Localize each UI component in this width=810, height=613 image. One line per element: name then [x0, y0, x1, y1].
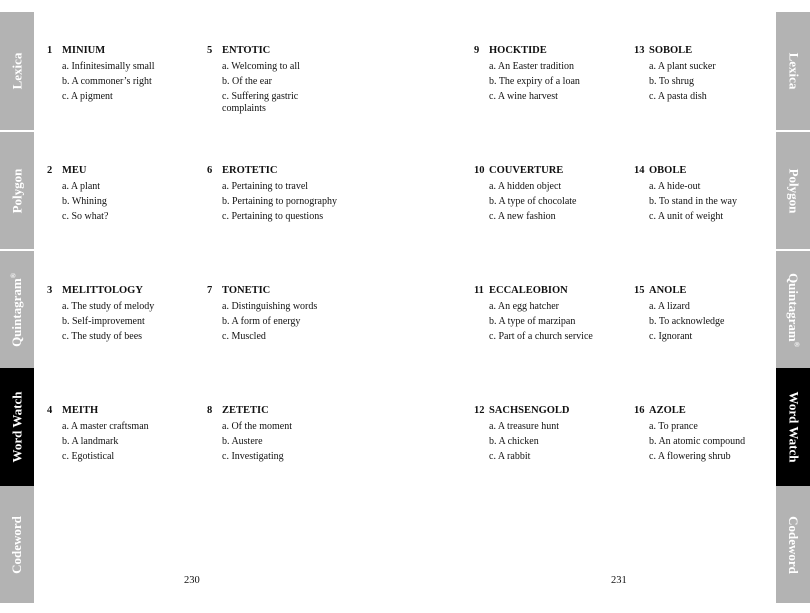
- question-word: ENTOTIC: [222, 45, 271, 56]
- question-number: 8: [207, 405, 213, 416]
- left-section-tabs: [0, 12, 34, 603]
- option-c: c. A pasta dish: [649, 91, 707, 102]
- question-number: 11: [474, 285, 484, 296]
- tab-label: Word Watch: [9, 391, 25, 463]
- tab-label: Quintagram: [9, 277, 25, 347]
- registered-mark: ®: [9, 272, 18, 278]
- option-a: a. A hide-out: [649, 181, 701, 192]
- option-b: b. Whining: [62, 196, 107, 207]
- question-heading: [634, 404, 769, 418]
- question-heading: [634, 284, 769, 298]
- tab-label: Polygon: [786, 168, 802, 213]
- question-number: 3: [47, 285, 53, 296]
- question-heading: [474, 284, 634, 298]
- option-a: a. Welcoming to all: [222, 61, 300, 72]
- option-b: b. A type of chocolate: [489, 196, 577, 207]
- option-a: a. Pertaining to travel: [222, 181, 309, 192]
- tab-label: Polygon: [9, 168, 25, 213]
- tab-label: Lexica: [9, 52, 25, 90]
- question-number: 2: [47, 165, 53, 176]
- option-a: a. The study of melody: [62, 301, 155, 312]
- option-b: b. To acknowledge: [649, 316, 725, 327]
- question-word: COUVERTURE: [489, 165, 564, 176]
- question-heading: [474, 44, 634, 58]
- option-b: b. To stand in the way: [649, 196, 737, 207]
- question-number: 4: [47, 405, 53, 416]
- question-5: [207, 44, 367, 115]
- option-b: b. The expiry of a loan: [489, 76, 580, 87]
- option-b: b. A type of marzipan: [489, 316, 576, 327]
- tab-label: Codeword: [786, 515, 801, 574]
- option-c: c. Egotistical: [62, 451, 115, 462]
- option-c: c. Ignorant: [649, 331, 693, 342]
- option-c: c. Muscled: [222, 331, 266, 342]
- question-word: SOBOLE: [649, 45, 693, 56]
- question-word: ANOLE: [649, 285, 687, 296]
- question-heading: [474, 164, 634, 178]
- right-tab-polygon: [776, 132, 810, 249]
- question-number: 15: [634, 285, 645, 296]
- option-c: c. A unit of weight: [649, 211, 724, 222]
- option-c: c. Suffering gastric complaints: [222, 91, 299, 114]
- question-7: [207, 284, 367, 343]
- option-c: c. A flowering shrub: [649, 451, 731, 462]
- question-heading: [634, 164, 769, 178]
- option-c: c. So what?: [62, 211, 109, 222]
- question-word: ZETETIC: [222, 405, 269, 416]
- question-number: 7: [207, 285, 213, 296]
- question-heading: [47, 44, 207, 58]
- page-number-left: 230: [184, 575, 200, 586]
- option-c: c. A pigment: [62, 91, 113, 102]
- option-b: b. An atomic compound: [649, 436, 746, 447]
- option-c: c. Investigating: [222, 451, 284, 462]
- question-13: [634, 44, 769, 103]
- question-heading: [634, 44, 769, 58]
- question-8: [207, 404, 367, 463]
- option-a: a. Infinitesimally small: [62, 61, 155, 72]
- question-4: [47, 404, 207, 463]
- question-word: OBOLE: [649, 165, 687, 176]
- question-number: 9: [474, 45, 480, 56]
- question-word: HOCKTIDE: [489, 45, 547, 56]
- question-number: 5: [207, 45, 213, 56]
- question-heading: [47, 404, 207, 418]
- tab-label: Quintagram: [786, 272, 802, 342]
- question-word: MEU: [62, 165, 87, 176]
- question-9: [474, 44, 634, 103]
- question-word: TONETIC: [222, 285, 271, 296]
- question-number: 14: [634, 165, 645, 176]
- option-c: c. Pertaining to questions: [222, 211, 324, 222]
- option-a: a. A master craftsman: [62, 421, 149, 432]
- right-tab-lexica: [776, 12, 810, 130]
- option-a: a. A hidden object: [489, 181, 562, 192]
- option-b: b. A chicken: [489, 436, 539, 447]
- question-heading: [207, 44, 367, 58]
- right-section-tabs: [776, 12, 810, 603]
- left-tab-word-watch: [0, 368, 34, 486]
- option-b: b. A commoner’s right: [62, 76, 152, 87]
- option-b: b. Self-improvement: [62, 316, 145, 327]
- option-c: c. Part of a church service: [489, 331, 593, 342]
- option-c: c. A rabbit: [489, 451, 531, 462]
- question-15: [634, 284, 769, 343]
- option-c: c. A new fashion: [489, 211, 556, 222]
- option-b: b. Pertaining to pornography: [222, 196, 337, 207]
- question-heading: [207, 404, 367, 418]
- question-12: [474, 404, 634, 463]
- question-word: AZOLE: [649, 405, 686, 416]
- option-a: a. An egg hatcher: [489, 301, 559, 312]
- question-word: MEITH: [62, 405, 99, 416]
- question-16: [634, 404, 769, 463]
- question-number: 13: [634, 45, 645, 56]
- question-heading: [47, 164, 207, 178]
- question-3: [47, 284, 207, 343]
- question-word: ECCALEOBION: [489, 285, 568, 296]
- option-b: b. A form of energy: [222, 316, 301, 327]
- option-a: a. A lizard: [649, 301, 690, 312]
- option-a: a. A treasure hunt: [489, 421, 559, 432]
- question-heading: [474, 404, 634, 418]
- right-tab-quintagram: [776, 251, 810, 368]
- tab-label-wrap: [9, 273, 25, 347]
- question-number: 12: [474, 405, 485, 416]
- left-tab-polygon: [0, 132, 34, 249]
- question-6: [207, 164, 367, 223]
- option-a: a. Of the moment: [222, 421, 292, 432]
- tab-label: Word Watch: [786, 391, 802, 463]
- question-14: [634, 164, 769, 223]
- tab-label-wrap: [785, 273, 801, 347]
- question-word: SACHSENGOLD: [489, 405, 570, 416]
- option-b: b. To shrug: [649, 76, 694, 87]
- question-1: [47, 44, 207, 103]
- question-heading: [207, 164, 367, 178]
- option-b: b. Of the ear: [222, 76, 272, 87]
- question-number: 6: [207, 165, 213, 176]
- registered-mark: ®: [792, 341, 801, 347]
- right-tab-codeword: [776, 486, 810, 603]
- question-word: MINIUM: [62, 45, 106, 56]
- question-heading: [207, 284, 367, 298]
- question-word: EROTETIC: [222, 165, 278, 176]
- option-a: a. A plant: [62, 181, 101, 192]
- right-tab-word-watch: [776, 368, 810, 486]
- question-2: [47, 164, 207, 223]
- option-a: a. An Easter tradition: [489, 61, 574, 72]
- question-10: [474, 164, 634, 223]
- option-a: a. To prance: [649, 421, 698, 432]
- question-number: 1: [47, 45, 53, 56]
- question-number: 10: [474, 165, 485, 176]
- question-heading: [47, 284, 207, 298]
- left-tab-quintagram: [0, 251, 34, 368]
- option-b: b. A landmark: [62, 436, 119, 447]
- tab-label: Codeword: [9, 515, 24, 574]
- option-b: b. Austere: [222, 436, 263, 447]
- question-11: [474, 284, 634, 343]
- left-tab-codeword: [0, 486, 34, 603]
- left-tab-lexica: [0, 12, 34, 130]
- option-c: c. The study of bees: [62, 331, 143, 342]
- option-a: a. Distinguishing words: [222, 301, 318, 312]
- question-number: 16: [634, 405, 645, 416]
- option-c: c. A wine harvest: [489, 91, 558, 102]
- page-number-right: 231: [611, 575, 627, 586]
- question-word: MELITTOLOGY: [62, 285, 143, 296]
- option-a: a. A plant sucker: [649, 61, 716, 72]
- tab-label: Lexica: [786, 52, 802, 90]
